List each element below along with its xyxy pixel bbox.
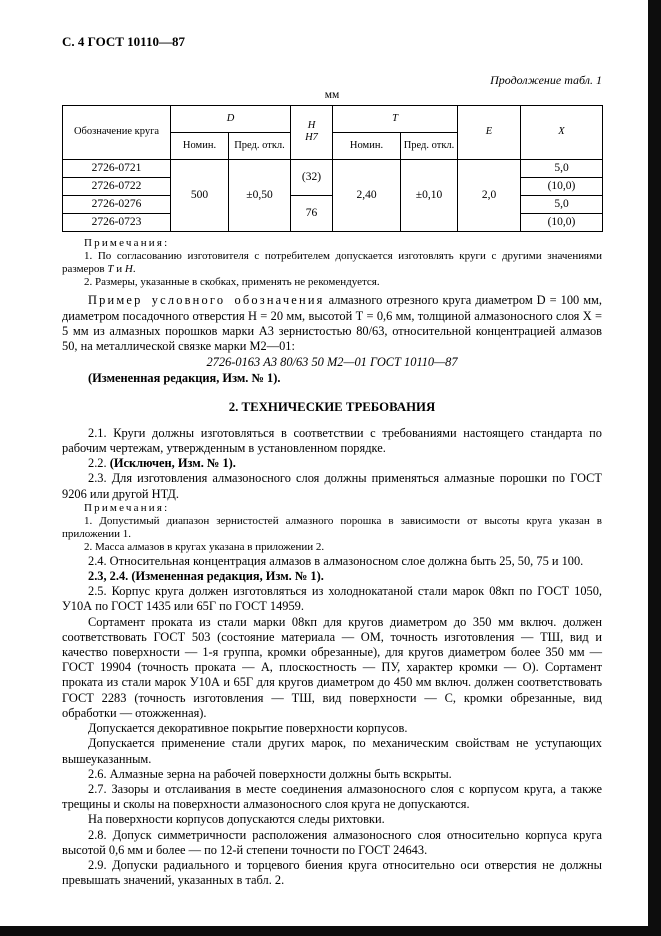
paragraph-2-7: 2.7. Зазоры и отслаивания в месте соединения алмазоносного слоя с корпусом круга, а также трещины и сколы на поверхности алмазоносного слоя круга не допускаются.	[62, 781, 602, 812]
clause-2-3-2-4-number: 2.3, 2.4.	[88, 569, 132, 584]
cell-designation-2: 2726-0722	[63, 177, 171, 195]
paragraph-2-5: 2.5. Корпус круга должен изготовляться из холоднокатаной стали марок 08кп по ГОСТ 1050, У10А по ГОСТ 1435 или 65Г по ГОСТ 14959.	[62, 584, 602, 614]
cell-t-nominal: 2,40	[333, 159, 401, 232]
table-note-1-and: и	[113, 263, 125, 276]
cell-d-nominal: 500	[171, 159, 229, 232]
page-header: С. 4 ГОСТ 10110—87	[62, 34, 185, 49]
units-label: мм	[324, 89, 340, 102]
table-notes	[62, 237, 602, 289]
paragraph-2-3-2-4-revision	[62, 569, 602, 584]
cell-t-deviation: ±0,10	[401, 159, 458, 232]
section-notes-title: Примечания:	[84, 501, 170, 514]
section-note-2: 2. Масса алмазов в кругах указана в приложении 2.	[84, 540, 325, 553]
cell-designation-4: 2726-0723	[63, 214, 171, 232]
paragraph-2-5-assortment: Сортамент проката из стали марки 08кп для кругов диаметром до 350 мм включ. должен соответствовать ГОСТ 503 (состояние материала — ОМ, точность изготовления — ТШ, вид и качество поверхности — 1-я группа, кромки обрезанные), для кругов диаметром более 350 мм — ГОСТ 19904 (точность проката — А, плоскостность — ПУ, характер кромки — О). Сортамент проката из стали марок У10А и 65Г для кругов диаметром до 450 мм включ. должен соответствовать ГОСТ 2283 (точность изготовления — ТШ, вид поверхности — С, кромки обрезанные, вид обработки — отожженная).	[62, 614, 602, 720]
col-header-d-deviation: Пред. откл.	[229, 132, 291, 159]
page-content	[62, 34, 602, 888]
col-header-t: Т	[333, 105, 458, 132]
paragraph-2-3: 2.3. Для изготовления алмазоносного слоя должны применяться алмазные порошки по ГОСТ 9206 или другой НТД.	[62, 471, 602, 501]
cell-h-top: (32)	[291, 159, 333, 195]
clause-2-2-number: 2.2.	[88, 456, 110, 471]
var-t: Т	[107, 263, 114, 276]
table-header-row-1	[63, 105, 603, 132]
example-designation: 2726-0163 А3 80/63 50 М2—01 ГОСТ 10110—87	[206, 355, 458, 370]
col-header-designation: Обозначение круга	[63, 105, 171, 159]
col-header-d: D	[171, 105, 291, 132]
paragraph-2-2	[62, 456, 602, 471]
example-paragraph	[62, 293, 602, 354]
col-header-h-letter: Н	[307, 120, 316, 132]
cell-x-4: (10,0)	[521, 214, 603, 232]
table-note-1-text: 1. По согласованию изготовителя с потребителем допускается изготовлять круги с другими значениями размеров	[62, 250, 602, 276]
paragraph-2-6: 2.6. Алмазные зерна на рабочей поверхности должны быть вскрыты.	[88, 766, 452, 781]
cell-e: 2,0	[458, 159, 521, 232]
col-header-x: Х	[521, 105, 603, 159]
col-header-t-deviation: Пред. откл.	[401, 132, 458, 159]
cell-x-2: (10,0)	[521, 177, 603, 195]
clause-2-2-revision: (Исключен, Изм. № 1).	[109, 456, 236, 471]
table-note-2: 2. Размеры, указанные в скобках, применять не рекомендуется.	[84, 276, 380, 289]
paragraph-2-5-coating: Допускается декоративное покрытие поверхности корпусов.	[88, 721, 408, 736]
col-header-h	[291, 105, 333, 159]
example-body: алмазного отрезного круга диаметром D = 100 мм, диаметром посадочного отверстия Н = 20 мм, высотой Т = 0,6 мм, толщиной алмазоносного слоя Х = 5 мм из алмазных порошков марки А3 зернистостью 80/63, относительной концентрацией алмазов 50, на металлической связке марки М2—01:	[62, 293, 602, 354]
cell-x-3: 5,0	[521, 196, 603, 214]
table-notes-title: Примечания:	[84, 237, 170, 250]
col-header-h-tolerance: Н7	[305, 132, 318, 144]
cell-h-bottom: 76	[291, 196, 333, 232]
paragraph-2-4: 2.4. Относительная концентрация алмазов в алмазоносном слое должна быть 25, 50, 75 и 100.	[88, 553, 584, 568]
var-h: Н	[124, 263, 133, 276]
paragraph-2-7-surface: На поверхности корпусов допускаются следы рихтовки.	[88, 812, 385, 827]
table-note-1-end: .	[132, 263, 136, 276]
paragraph-2-8: 2.8. Допуск симметричности расположения алмазоносного слоя относительно корпуса круга высотой 0,6 мм и более — по 12-й степени точности по ГОСТ 24643.	[62, 827, 602, 857]
table-row	[63, 159, 603, 177]
cell-x-1: 5,0	[521, 159, 603, 177]
paragraph-2-5-other-steels: Допускается применение стали других марок, по механическим свойствам не уступающих вышеуказанным.	[62, 736, 602, 766]
clause-2-3-2-4-revision: (Измененная редакция, Изм. № 1).	[131, 569, 324, 584]
col-header-e: Е	[458, 105, 521, 159]
section-2-heading: 2. ТЕХНИЧЕСКИЕ ТРЕБОВАНИЯ	[228, 399, 436, 414]
col-header-t-nominal: Номин.	[333, 132, 401, 159]
paragraph-2-1: 2.1. Круги должны изготовляться в соответствии с требованиями настоящего стандарта по рабочим чертежам, утвержденным в установленном порядке.	[62, 425, 602, 456]
table-continuation-label: Продолжение табл. 1	[490, 73, 602, 88]
cell-designation-3: 2726-0276	[63, 196, 171, 214]
example-lead: Пример условного обозначения	[88, 293, 325, 308]
dimensions-table	[62, 105, 603, 233]
section-notes	[62, 502, 602, 554]
table-note-1	[62, 250, 602, 276]
section-note-1: 1. Допустимый диапазон зернистостей алмазного порошка в зависимости от высоты круга указан в приложении 1.	[62, 514, 602, 540]
cell-designation-1: 2726-0721	[63, 159, 171, 177]
revision-line: (Измененная редакция, Изм. № 1).	[88, 371, 281, 386]
col-header-d-nominal: Номин.	[171, 132, 229, 159]
paragraph-2-9: 2.9. Допуски радиального и торцевого биения круга относительно оси отверстия не должны превышать значений, указанных в табл. 2.	[62, 857, 602, 888]
cell-d-deviation: ±0,50	[229, 159, 291, 232]
